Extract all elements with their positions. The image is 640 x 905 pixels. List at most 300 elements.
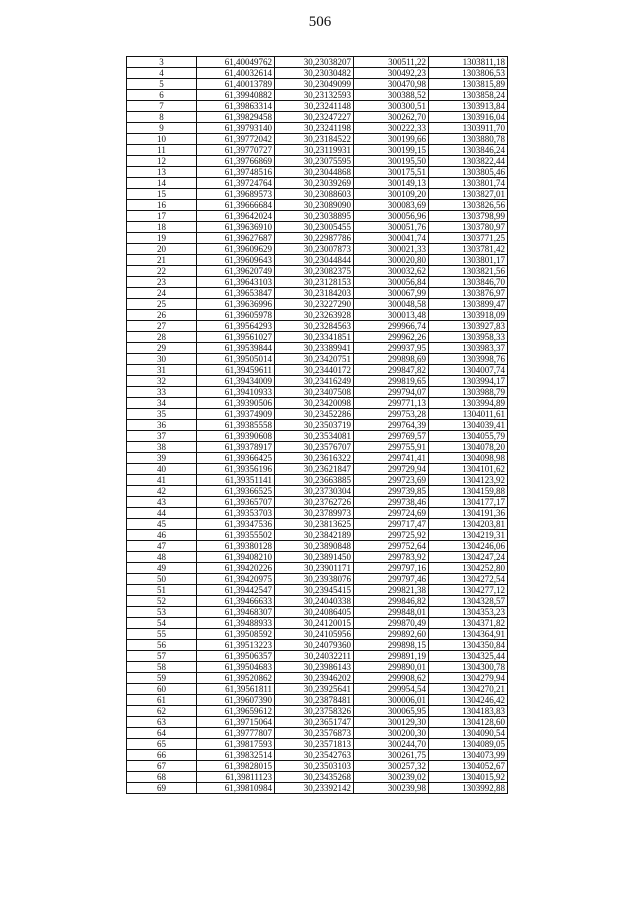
table-row	[127, 563, 508, 574]
x-coordinate-cell: 299846,82	[354, 596, 429, 607]
point-number-cell: 56	[127, 640, 197, 651]
y-coordinate-cell: 1304073,99	[429, 750, 508, 761]
table-row	[127, 387, 508, 398]
y-coordinate-cell: 1304371,82	[429, 618, 508, 629]
table-row	[127, 618, 508, 629]
longitude-cell: 30,23542763	[275, 750, 354, 761]
point-number-cell: 6	[127, 90, 197, 101]
table-row	[127, 79, 508, 90]
latitude-cell: 61,39380128	[197, 541, 275, 552]
latitude-cell: 61,39504683	[197, 662, 275, 673]
longitude-cell: 30,23946202	[275, 673, 354, 684]
y-coordinate-cell: 1304055,79	[429, 431, 508, 442]
y-coordinate-cell: 1303994,17	[429, 376, 508, 387]
longitude-cell: 30,23945415	[275, 585, 354, 596]
point-number-cell: 3	[127, 57, 197, 68]
y-coordinate-cell: 1303815,89	[429, 79, 508, 90]
longitude-cell: 30,23789973	[275, 508, 354, 519]
longitude-cell: 30,24120015	[275, 618, 354, 629]
x-coordinate-cell: 299966,74	[354, 321, 429, 332]
table-row	[127, 574, 508, 585]
y-coordinate-cell: 1304279,94	[429, 673, 508, 684]
point-number-cell: 27	[127, 321, 197, 332]
y-coordinate-cell: 1304123,92	[429, 475, 508, 486]
y-coordinate-cell: 1303918,09	[429, 310, 508, 321]
table-row	[127, 431, 508, 442]
longitude-cell: 30,23241148	[275, 101, 354, 112]
longitude-cell: 30,23227290	[275, 299, 354, 310]
longitude-cell: 30,23730304	[275, 486, 354, 497]
point-number-cell: 9	[127, 123, 197, 134]
latitude-cell: 61,39940882	[197, 90, 275, 101]
point-number-cell: 32	[127, 376, 197, 387]
y-coordinate-cell: 1303771,25	[429, 233, 508, 244]
x-coordinate-cell: 300199,66	[354, 134, 429, 145]
x-coordinate-cell: 300056,84	[354, 277, 429, 288]
point-number-cell: 54	[127, 618, 197, 629]
y-coordinate-cell: 1303801,17	[429, 255, 508, 266]
table-row	[127, 662, 508, 673]
latitude-cell: 61,39353703	[197, 508, 275, 519]
y-coordinate-cell: 1304246,42	[429, 695, 508, 706]
x-coordinate-cell: 300195,50	[354, 156, 429, 167]
x-coordinate-cell: 299769,57	[354, 431, 429, 442]
x-coordinate-cell: 300013,48	[354, 310, 429, 321]
y-coordinate-cell: 1303998,76	[429, 354, 508, 365]
x-coordinate-cell: 300048,58	[354, 299, 429, 310]
latitude-cell: 61,39459611	[197, 365, 275, 376]
table-row	[127, 332, 508, 343]
y-coordinate-cell: 1303805,46	[429, 167, 508, 178]
point-number-cell: 17	[127, 211, 197, 222]
longitude-cell: 30,23284563	[275, 321, 354, 332]
longitude-cell: 30,23842189	[275, 530, 354, 541]
latitude-cell: 61,39689573	[197, 189, 275, 200]
longitude-cell: 30,23044844	[275, 255, 354, 266]
y-coordinate-cell: 1303846,24	[429, 145, 508, 156]
table-row	[127, 552, 508, 563]
table-row	[127, 530, 508, 541]
latitude-cell: 61,39772042	[197, 134, 275, 145]
point-number-cell: 8	[127, 112, 197, 123]
point-number-cell: 67	[127, 761, 197, 772]
longitude-cell: 30,23503103	[275, 761, 354, 772]
table-row	[127, 398, 508, 409]
longitude-cell: 30,23049099	[275, 79, 354, 90]
latitude-cell: 61,39466633	[197, 596, 275, 607]
latitude-cell: 61,39488933	[197, 618, 275, 629]
point-number-cell: 21	[127, 255, 197, 266]
point-number-cell: 31	[127, 365, 197, 376]
point-number-cell: 59	[127, 673, 197, 684]
table-row	[127, 486, 508, 497]
y-coordinate-cell: 1304101,62	[429, 464, 508, 475]
x-coordinate-cell: 299764,39	[354, 420, 429, 431]
point-number-cell: 65	[127, 739, 197, 750]
y-coordinate-cell: 1304300,78	[429, 662, 508, 673]
latitude-cell: 61,39434009	[197, 376, 275, 387]
table-row	[127, 310, 508, 321]
x-coordinate-cell: 299962,26	[354, 332, 429, 343]
longitude-cell: 30,23416249	[275, 376, 354, 387]
point-number-cell: 40	[127, 464, 197, 475]
x-coordinate-cell: 300222,33	[354, 123, 429, 134]
point-number-cell: 28	[127, 332, 197, 343]
x-coordinate-cell: 300239,98	[354, 783, 429, 794]
table-row	[127, 189, 508, 200]
y-coordinate-cell: 1304191,36	[429, 508, 508, 519]
y-coordinate-cell: 1303927,83	[429, 321, 508, 332]
x-coordinate-cell: 299723,69	[354, 475, 429, 486]
point-number-cell: 64	[127, 728, 197, 739]
table-row	[127, 244, 508, 255]
latitude-cell: 61,39607390	[197, 695, 275, 706]
table-row	[127, 453, 508, 464]
latitude-cell: 61,39561027	[197, 332, 275, 343]
longitude-cell: 30,23758326	[275, 706, 354, 717]
x-coordinate-cell: 300149,13	[354, 178, 429, 189]
y-coordinate-cell: 1303983,37	[429, 343, 508, 354]
latitude-cell: 61,39390506	[197, 398, 275, 409]
latitude-cell: 61,39356196	[197, 464, 275, 475]
point-number-cell: 68	[127, 772, 197, 783]
y-coordinate-cell: 1303880,78	[429, 134, 508, 145]
table-row	[127, 266, 508, 277]
point-number-cell: 62	[127, 706, 197, 717]
point-number-cell: 18	[127, 222, 197, 233]
point-number-cell: 12	[127, 156, 197, 167]
table-row	[127, 739, 508, 750]
latitude-cell: 61,39506357	[197, 651, 275, 662]
y-coordinate-cell: 1304325,44	[429, 651, 508, 662]
table-row	[127, 706, 508, 717]
point-number-cell: 63	[127, 717, 197, 728]
y-coordinate-cell: 1303811,18	[429, 57, 508, 68]
point-number-cell: 30	[127, 354, 197, 365]
point-number-cell: 11	[127, 145, 197, 156]
y-coordinate-cell: 1304219,31	[429, 530, 508, 541]
x-coordinate-cell: 300021,33	[354, 244, 429, 255]
x-coordinate-cell: 300262,70	[354, 112, 429, 123]
y-coordinate-cell: 1304277,12	[429, 585, 508, 596]
table-row	[127, 761, 508, 772]
x-coordinate-cell: 299725,92	[354, 530, 429, 541]
longitude-cell: 30,23813625	[275, 519, 354, 530]
y-coordinate-cell: 1303780,97	[429, 222, 508, 233]
x-coordinate-cell: 299729,94	[354, 464, 429, 475]
x-coordinate-cell: 300470,98	[354, 79, 429, 90]
point-number-cell: 20	[127, 244, 197, 255]
latitude-cell: 61,39539844	[197, 343, 275, 354]
latitude-cell: 61,39620749	[197, 266, 275, 277]
x-coordinate-cell: 300492,23	[354, 68, 429, 79]
x-coordinate-cell: 299738,46	[354, 497, 429, 508]
table-row	[127, 783, 508, 794]
y-coordinate-cell: 1303798,99	[429, 211, 508, 222]
longitude-cell: 30,24079360	[275, 640, 354, 651]
x-coordinate-cell: 300239,02	[354, 772, 429, 783]
point-number-cell: 41	[127, 475, 197, 486]
y-coordinate-cell: 1304098,98	[429, 453, 508, 464]
latitude-cell: 61,39508592	[197, 629, 275, 640]
table-row	[127, 651, 508, 662]
longitude-cell: 30,23616322	[275, 453, 354, 464]
point-number-cell: 51	[127, 585, 197, 596]
point-number-cell: 46	[127, 530, 197, 541]
y-coordinate-cell: 1303916,04	[429, 112, 508, 123]
y-coordinate-cell: 1304252,80	[429, 563, 508, 574]
table-row	[127, 365, 508, 376]
y-coordinate-cell: 1303781,42	[429, 244, 508, 255]
x-coordinate-cell: 299890,01	[354, 662, 429, 673]
longitude-cell: 30,23089090	[275, 200, 354, 211]
table-row	[127, 585, 508, 596]
point-number-cell: 10	[127, 134, 197, 145]
table-row	[127, 772, 508, 783]
longitude-cell: 30,23082375	[275, 266, 354, 277]
table-row	[127, 299, 508, 310]
point-number-cell: 4	[127, 68, 197, 79]
point-number-cell: 15	[127, 189, 197, 200]
latitude-cell: 61,40032614	[197, 68, 275, 79]
longitude-cell: 30,23038207	[275, 57, 354, 68]
point-number-cell: 58	[127, 662, 197, 673]
latitude-cell: 61,39609629	[197, 244, 275, 255]
y-coordinate-cell: 1304159,88	[429, 486, 508, 497]
point-number-cell: 13	[127, 167, 197, 178]
x-coordinate-cell: 299898,69	[354, 354, 429, 365]
table-row	[127, 200, 508, 211]
point-number-cell: 49	[127, 563, 197, 574]
latitude-cell: 61,39347536	[197, 519, 275, 530]
longitude-cell: 30,23440172	[275, 365, 354, 376]
y-coordinate-cell: 1303992,88	[429, 783, 508, 794]
x-coordinate-cell: 300200,30	[354, 728, 429, 739]
x-coordinate-cell: 299898,15	[354, 640, 429, 651]
longitude-cell: 30,23005455	[275, 222, 354, 233]
x-coordinate-cell: 299891,19	[354, 651, 429, 662]
page-number: 506	[308, 14, 332, 30]
latitude-cell: 61,39643103	[197, 277, 275, 288]
latitude-cell: 61,39408210	[197, 552, 275, 563]
point-number-cell: 29	[127, 343, 197, 354]
y-coordinate-cell: 1303988,79	[429, 387, 508, 398]
longitude-cell: 30,22987786	[275, 233, 354, 244]
latitude-cell: 61,39420226	[197, 563, 275, 574]
table-row	[127, 640, 508, 651]
y-coordinate-cell: 1304183,83	[429, 706, 508, 717]
longitude-cell: 30,23128153	[275, 277, 354, 288]
table-row	[127, 211, 508, 222]
longitude-cell: 30,23030482	[275, 68, 354, 79]
point-number-cell: 69	[127, 783, 197, 794]
point-number-cell: 57	[127, 651, 197, 662]
table-row	[127, 112, 508, 123]
y-coordinate-cell: 1303827,01	[429, 189, 508, 200]
y-coordinate-cell: 1303913,84	[429, 101, 508, 112]
longitude-cell: 30,23571813	[275, 739, 354, 750]
table-row	[127, 321, 508, 332]
longitude-cell: 30,23420751	[275, 354, 354, 365]
longitude-cell: 30,23663885	[275, 475, 354, 486]
table-row	[127, 288, 508, 299]
x-coordinate-cell: 299937,95	[354, 343, 429, 354]
latitude-cell: 61,39520862	[197, 673, 275, 684]
x-coordinate-cell: 299724,69	[354, 508, 429, 519]
table-row	[127, 156, 508, 167]
x-coordinate-cell: 299741,41	[354, 453, 429, 464]
x-coordinate-cell: 299794,07	[354, 387, 429, 398]
longitude-cell: 30,23651747	[275, 717, 354, 728]
latitude-cell: 61,39777807	[197, 728, 275, 739]
longitude-cell: 30,23452286	[275, 409, 354, 420]
x-coordinate-cell: 300083,69	[354, 200, 429, 211]
x-coordinate-cell: 299797,16	[354, 563, 429, 574]
longitude-cell: 30,23420098	[275, 398, 354, 409]
point-number-cell: 52	[127, 596, 197, 607]
x-coordinate-cell: 299892,60	[354, 629, 429, 640]
longitude-cell: 30,23938076	[275, 574, 354, 585]
x-coordinate-cell: 299819,65	[354, 376, 429, 387]
table-row	[127, 420, 508, 431]
latitude-cell: 61,39817593	[197, 739, 275, 750]
point-number-cell: 35	[127, 409, 197, 420]
longitude-cell: 30,23392142	[275, 783, 354, 794]
latitude-cell: 61,39653847	[197, 288, 275, 299]
point-number-cell: 34	[127, 398, 197, 409]
latitude-cell: 61,39636910	[197, 222, 275, 233]
point-number-cell: 50	[127, 574, 197, 585]
coordinates-table-body	[127, 57, 508, 794]
longitude-cell: 30,24086405	[275, 607, 354, 618]
latitude-cell: 61,39748516	[197, 167, 275, 178]
latitude-cell: 61,39811123	[197, 772, 275, 783]
latitude-cell: 61,39374909	[197, 409, 275, 420]
longitude-cell: 30,23007873	[275, 244, 354, 255]
point-number-cell: 7	[127, 101, 197, 112]
point-number-cell: 14	[127, 178, 197, 189]
longitude-cell: 30,23503719	[275, 420, 354, 431]
coordinates-table	[126, 56, 508, 794]
y-coordinate-cell: 1304270,21	[429, 684, 508, 695]
x-coordinate-cell: 299739,85	[354, 486, 429, 497]
table-row	[127, 134, 508, 145]
latitude-cell: 61,39378917	[197, 442, 275, 453]
longitude-cell: 30,23890848	[275, 541, 354, 552]
x-coordinate-cell: 300129,30	[354, 717, 429, 728]
y-coordinate-cell: 1304328,57	[429, 596, 508, 607]
latitude-cell: 61,39390608	[197, 431, 275, 442]
y-coordinate-cell: 1304177,17	[429, 497, 508, 508]
x-coordinate-cell: 300109,20	[354, 189, 429, 200]
x-coordinate-cell: 300199,15	[354, 145, 429, 156]
y-coordinate-cell: 1304364,91	[429, 629, 508, 640]
x-coordinate-cell: 299954,54	[354, 684, 429, 695]
x-coordinate-cell: 300065,95	[354, 706, 429, 717]
latitude-cell: 61,39659612	[197, 706, 275, 717]
table-row	[127, 354, 508, 365]
y-coordinate-cell: 1304089,05	[429, 739, 508, 750]
x-coordinate-cell: 299717,47	[354, 519, 429, 530]
latitude-cell: 61,39829458	[197, 112, 275, 123]
longitude-cell: 30,23621847	[275, 464, 354, 475]
x-coordinate-cell: 300244,70	[354, 739, 429, 750]
table-row	[127, 57, 508, 68]
point-number-cell: 43	[127, 497, 197, 508]
longitude-cell: 30,23407508	[275, 387, 354, 398]
longitude-cell: 30,23534081	[275, 431, 354, 442]
y-coordinate-cell: 1304247,24	[429, 552, 508, 563]
y-coordinate-cell: 1304090,54	[429, 728, 508, 739]
latitude-cell: 61,39366425	[197, 453, 275, 464]
table-row	[127, 442, 508, 453]
y-coordinate-cell: 1303958,33	[429, 332, 508, 343]
latitude-cell: 61,39505014	[197, 354, 275, 365]
table-row	[127, 717, 508, 728]
table-row	[127, 145, 508, 156]
table-row	[127, 376, 508, 387]
longitude-cell: 30,23341851	[275, 332, 354, 343]
latitude-cell: 61,39636996	[197, 299, 275, 310]
latitude-cell: 61,39627687	[197, 233, 275, 244]
table-row	[127, 90, 508, 101]
latitude-cell: 61,39642024	[197, 211, 275, 222]
longitude-cell: 30,23184522	[275, 134, 354, 145]
x-coordinate-cell: 300067,99	[354, 288, 429, 299]
x-coordinate-cell: 299771,13	[354, 398, 429, 409]
latitude-cell: 61,39715064	[197, 717, 275, 728]
longitude-cell: 30,23044868	[275, 167, 354, 178]
latitude-cell: 61,39832514	[197, 750, 275, 761]
point-number-cell: 66	[127, 750, 197, 761]
x-coordinate-cell: 300257,32	[354, 761, 429, 772]
point-number-cell: 33	[127, 387, 197, 398]
longitude-cell: 30,23389941	[275, 343, 354, 354]
y-coordinate-cell: 1304350,84	[429, 640, 508, 651]
latitude-cell: 61,39605978	[197, 310, 275, 321]
point-number-cell: 44	[127, 508, 197, 519]
longitude-cell: 30,23184203	[275, 288, 354, 299]
x-coordinate-cell: 299821,38	[354, 585, 429, 596]
point-number-cell: 60	[127, 684, 197, 695]
latitude-cell: 61,39513223	[197, 640, 275, 651]
y-coordinate-cell: 1304353,23	[429, 607, 508, 618]
point-number-cell: 23	[127, 277, 197, 288]
table-row	[127, 750, 508, 761]
y-coordinate-cell: 1304246,06	[429, 541, 508, 552]
table-row	[127, 684, 508, 695]
point-number-cell: 37	[127, 431, 197, 442]
point-number-cell: 36	[127, 420, 197, 431]
latitude-cell: 61,39564293	[197, 321, 275, 332]
longitude-cell: 30,23878481	[275, 695, 354, 706]
longitude-cell: 30,23039269	[275, 178, 354, 189]
longitude-cell: 30,23088603	[275, 189, 354, 200]
table-row	[127, 519, 508, 530]
y-coordinate-cell: 1303994,89	[429, 398, 508, 409]
table-row	[127, 508, 508, 519]
table-row	[127, 255, 508, 266]
x-coordinate-cell: 299797,46	[354, 574, 429, 585]
table-row	[127, 541, 508, 552]
longitude-cell: 30,23762726	[275, 497, 354, 508]
latitude-cell: 61,39420975	[197, 574, 275, 585]
table-row	[127, 695, 508, 706]
longitude-cell: 30,23435268	[275, 772, 354, 783]
y-coordinate-cell: 1303806,53	[429, 68, 508, 79]
x-coordinate-cell: 300032,62	[354, 266, 429, 277]
point-number-cell: 42	[127, 486, 197, 497]
